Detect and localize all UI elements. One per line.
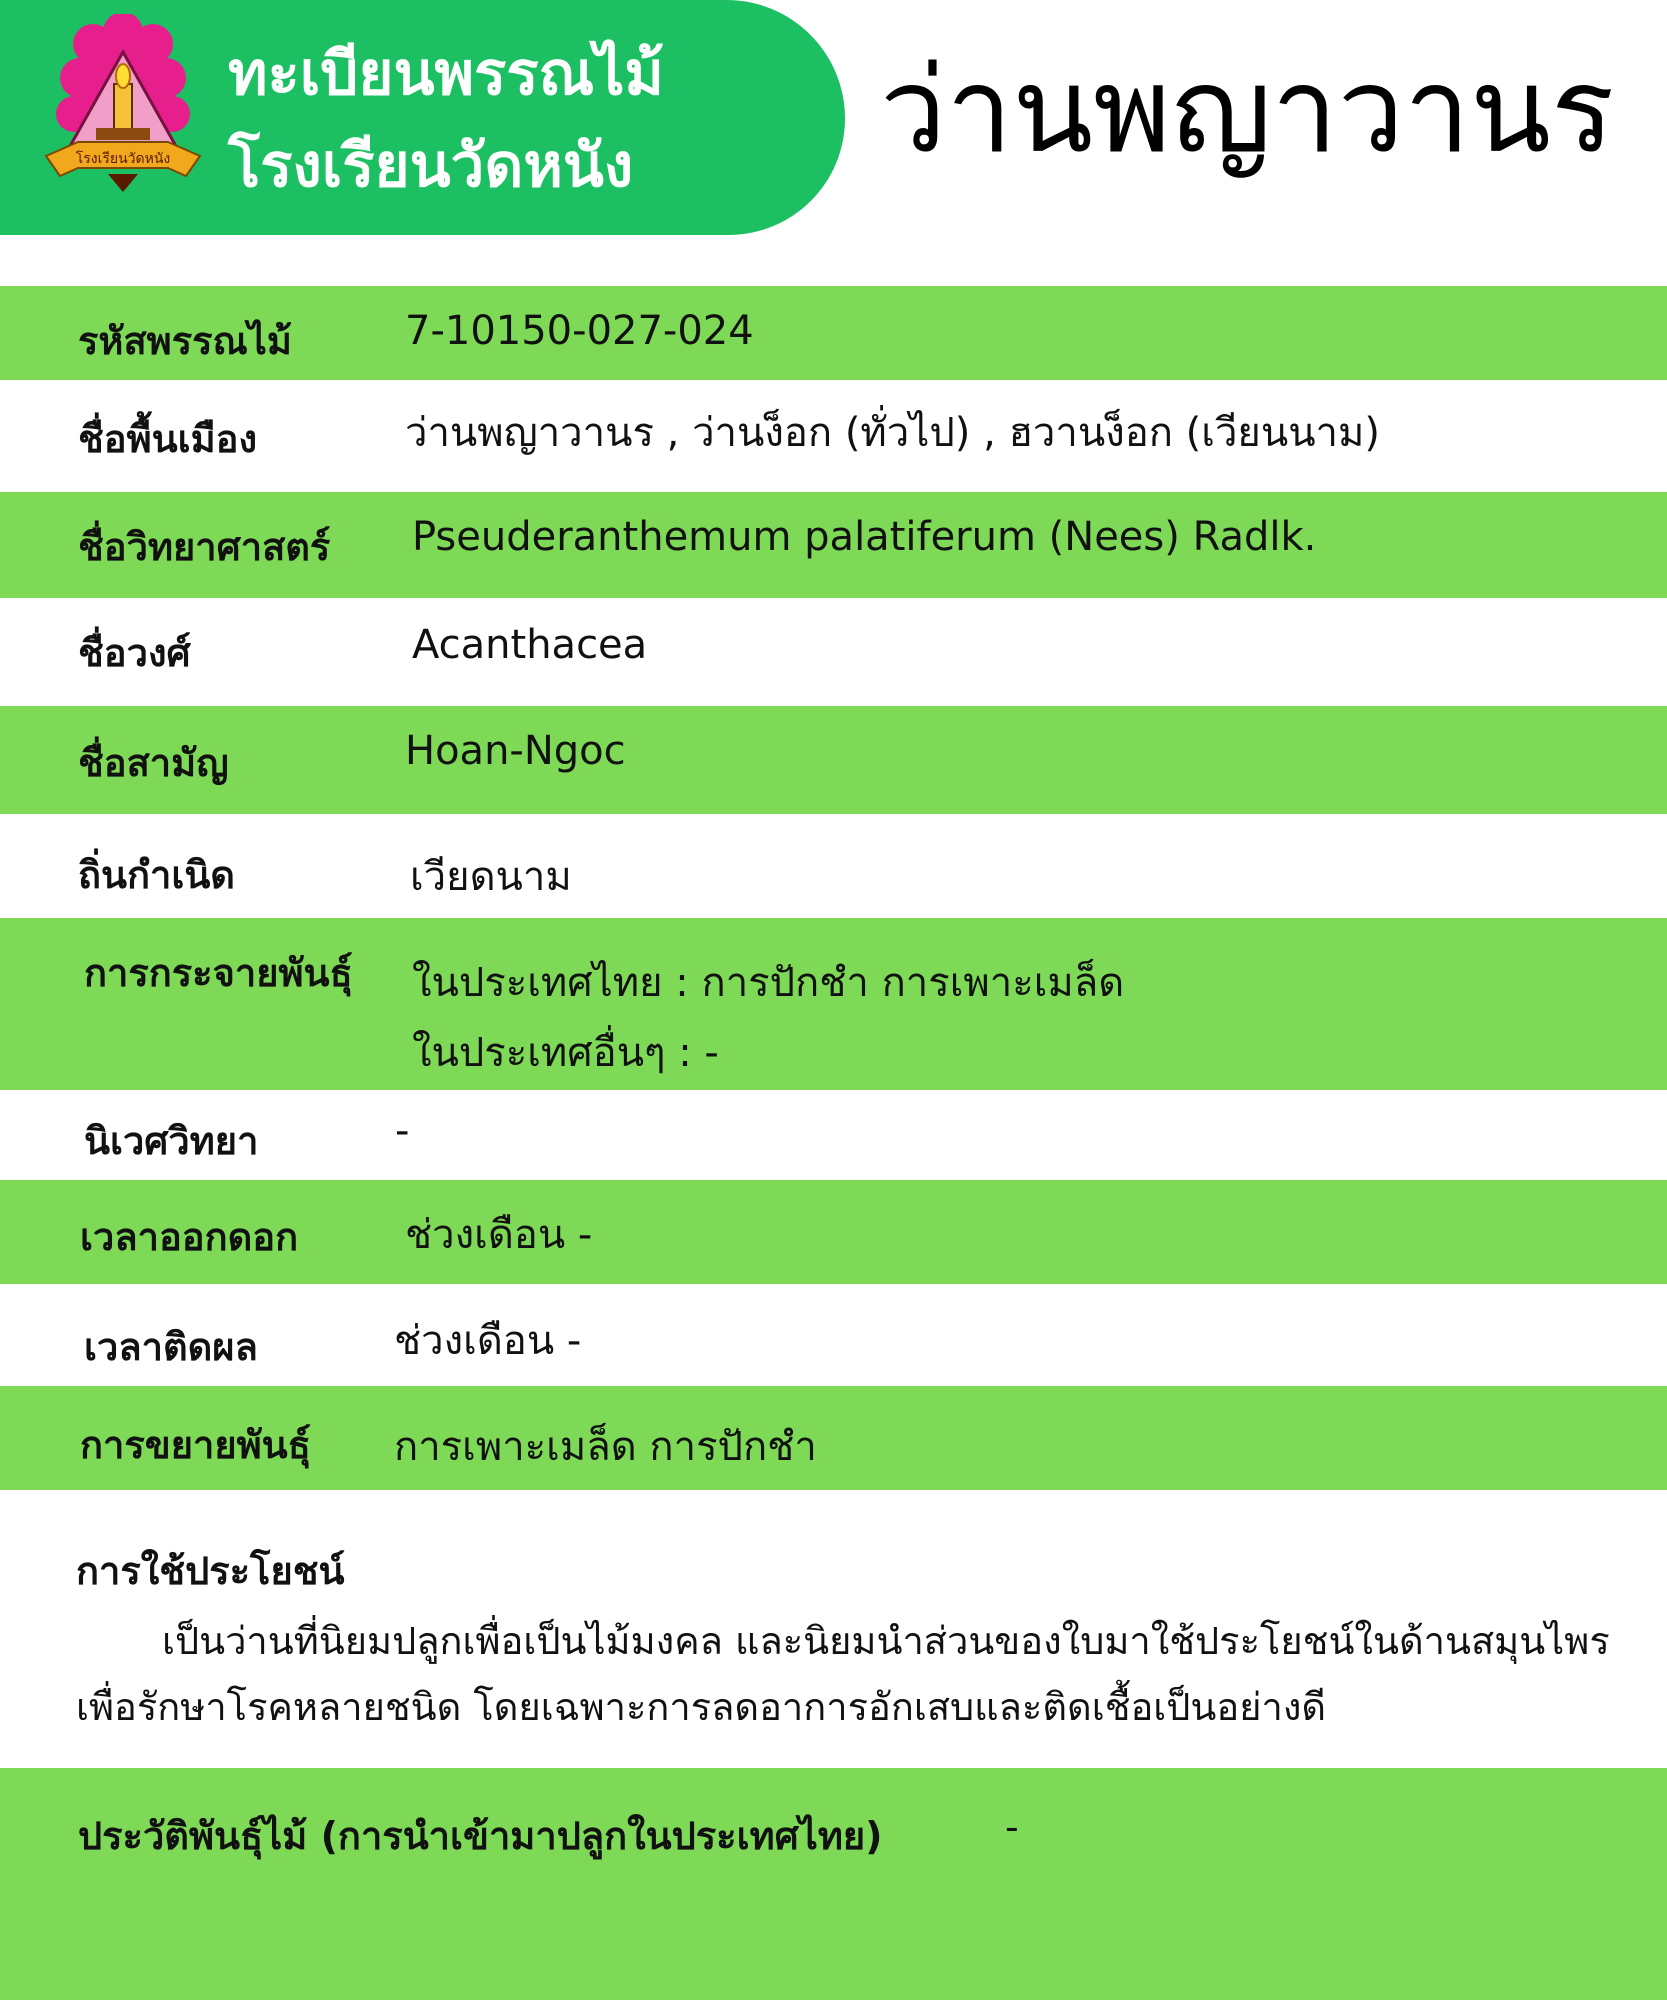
field-label: การขยายพันธุ์ bbox=[80, 1423, 311, 1467]
field-row-origin bbox=[0, 814, 1667, 918]
school-title-line2: โรงเรียนวัดหนัง bbox=[228, 131, 634, 201]
field-label: ชื่อวิทยาศาสตร์ bbox=[78, 525, 331, 569]
field-row-fruiting bbox=[0, 1284, 1667, 1386]
field-value: Hoan-Ngoc bbox=[405, 728, 626, 774]
field-row-scientific-name bbox=[0, 492, 1667, 598]
field-label: ชื่อสามัญ bbox=[78, 741, 229, 785]
field-row-flowering bbox=[0, 1180, 1667, 1284]
field-value: ช่วงเดือน - bbox=[405, 1212, 593, 1258]
field-row-family bbox=[0, 598, 1667, 706]
field-label: ชื่อพื้นเมือง bbox=[78, 417, 258, 461]
field-label: ถิ่นกำเนิด bbox=[78, 853, 235, 897]
history-section bbox=[0, 1768, 1667, 2000]
field-value: ช่วงเดือน - bbox=[394, 1318, 582, 1364]
history-label: ประวัติพันธุ์ไม้ (การนำเข้ามาปลูกในประเทศไทย) bbox=[78, 1814, 883, 1858]
field-value: ในประเทศไทย : การปักชำ การเพาะเมล็ด bbox=[412, 960, 1125, 1006]
field-value: Acanthacea bbox=[412, 622, 648, 668]
field-value: 7-10150-027-024 bbox=[405, 308, 754, 354]
field-value: เวียดนาม bbox=[410, 854, 572, 900]
field-row-code bbox=[0, 286, 1667, 380]
usage-text: เป็นว่านที่นิยมปลูกเพื่อเป็นไม้มงคล และนิยมนำส่วนของใบมาใช้ประโยชน์ในด้านสมุนไพร เพื่อรักษาโรคหลายชนิด โดยเฉพาะการลดอาการอักเสบและติดเชื้อเป็นอย่างดี bbox=[76, 1619, 1610, 1729]
usage-title: การใช้ประโยชน์ bbox=[76, 1549, 345, 1593]
field-label: เวลาออกดอก bbox=[80, 1215, 299, 1259]
field-value: Pseuderanthemum palatiferum (Nees) Radlk. bbox=[412, 514, 1317, 560]
logo-text: โรงเรียนวัดหนัง bbox=[75, 151, 171, 167]
field-row-distribution bbox=[0, 918, 1667, 1090]
history-value: - bbox=[1005, 1805, 1019, 1849]
field-label: เวลาติดผล bbox=[84, 1325, 258, 1369]
plant-name-title: ว่านพญาวานร bbox=[880, 41, 1615, 179]
field-row-common-name bbox=[0, 706, 1667, 814]
header bbox=[0, 0, 1667, 250]
school-title bbox=[228, 28, 664, 212]
field-row-ecology bbox=[0, 1090, 1667, 1180]
field-row-propagation bbox=[0, 1386, 1667, 1490]
field-value: ว่านพญาวานร , ว่านง็อก (ทั่วไป) , ฮวานง็อก (เวียนนาม) bbox=[405, 410, 1380, 456]
field-label: การกระจายพันธุ์ bbox=[84, 951, 353, 995]
field-value: การเพาะเมล็ด การปักชำ bbox=[394, 1424, 817, 1470]
field-label: ชื่อวงศ์ bbox=[78, 631, 191, 675]
school-title-line1: ทะเบียนพรรณไม้ bbox=[228, 39, 664, 109]
field-value: - bbox=[395, 1108, 410, 1154]
field-row-local-name bbox=[0, 380, 1667, 492]
field-label: นิเวศวิทยา bbox=[84, 1119, 259, 1163]
field-value-secondary: ในประเทศอื่นๆ : - bbox=[412, 1030, 719, 1076]
field-label: รหัสพรรณไม้ bbox=[78, 319, 292, 363]
school-logo bbox=[38, 14, 208, 209]
